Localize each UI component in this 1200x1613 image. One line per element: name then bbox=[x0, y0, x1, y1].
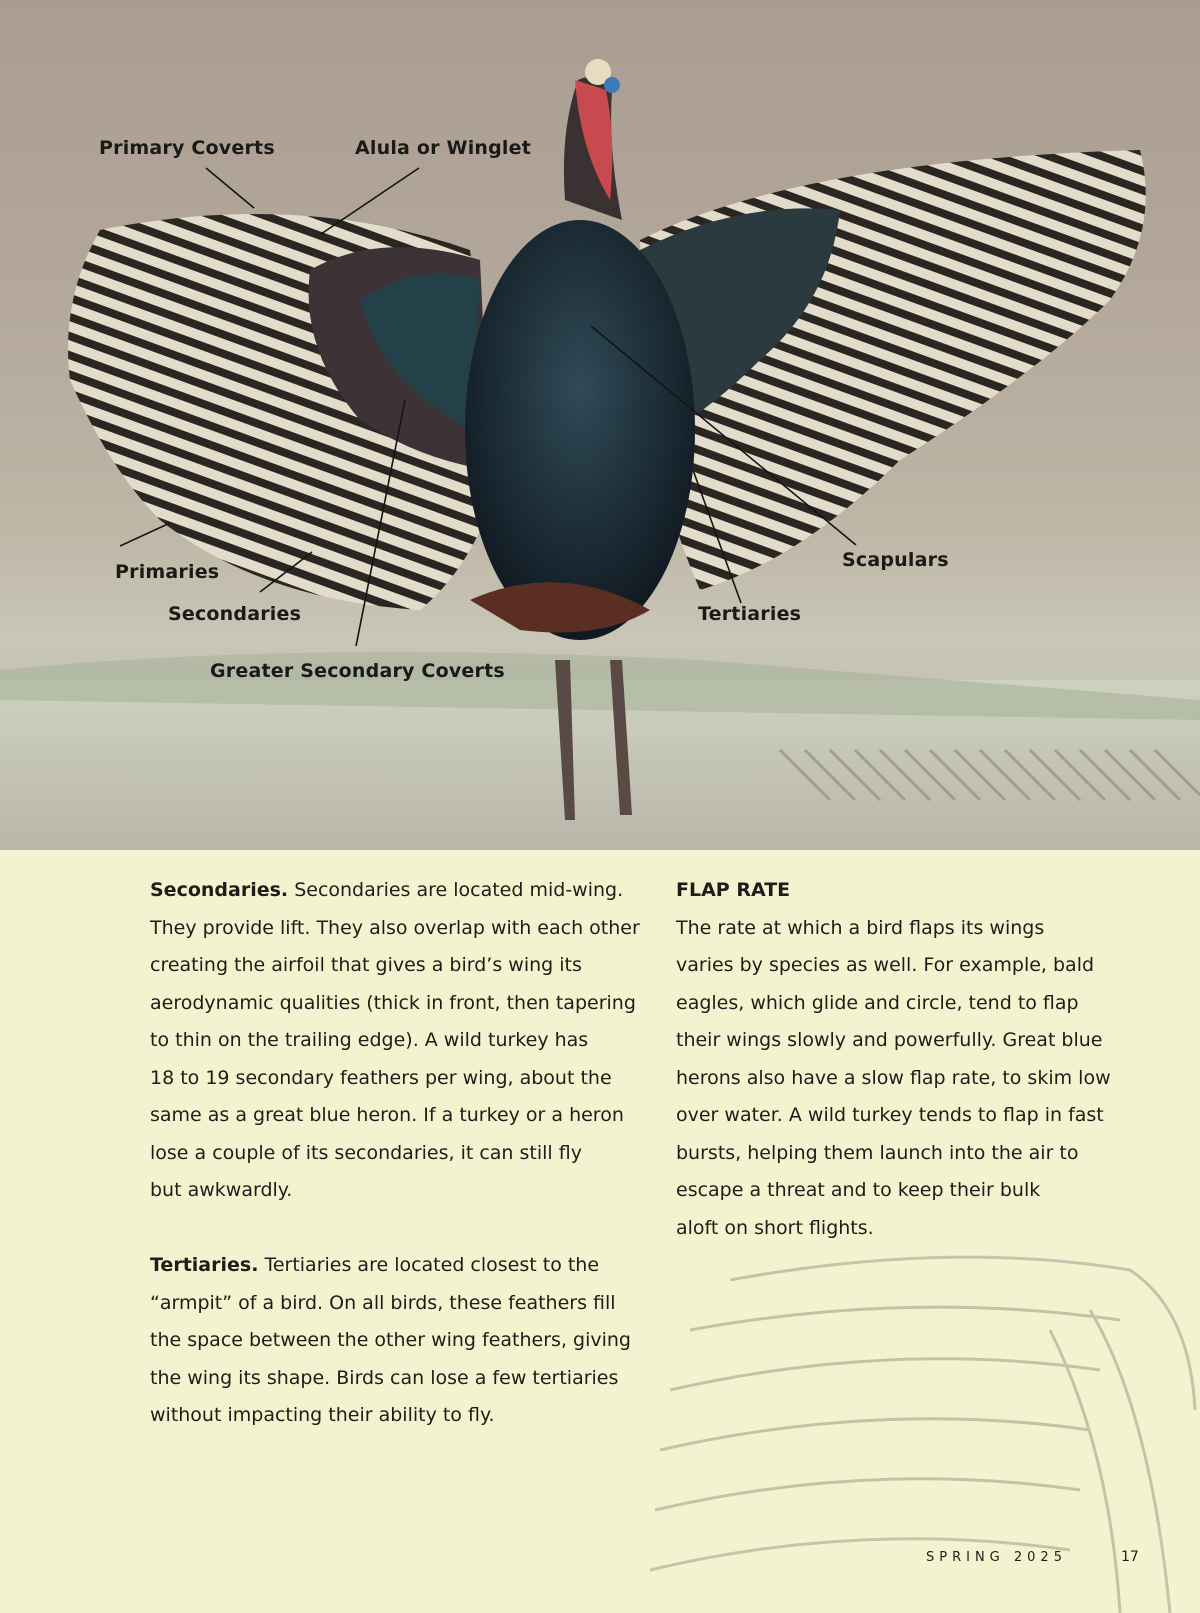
secondaries-line: They provide lift. They also overlap with each other bbox=[150, 916, 640, 939]
flap-rate-line: varies by species as well. For example, bald bbox=[676, 954, 1095, 976]
callout-primaries: Primaries bbox=[115, 561, 220, 583]
callout-scapulars: Scapulars bbox=[842, 549, 949, 571]
secondaries-line: 18 to 19 secondary feathers per wing, about the bbox=[150, 1066, 612, 1089]
flap-rate-line: their wings slowly and powerfully. Great blue bbox=[676, 1029, 1103, 1051]
flap-rate-line: bursts, helping them launch into the air to bbox=[676, 1141, 1079, 1164]
page-number: 17 bbox=[1121, 1549, 1139, 1565]
secondaries-line: lose a couple of its secondaries, it can still fly bbox=[150, 1141, 582, 1164]
flap-rate-line: aloft on short flights. bbox=[676, 1216, 874, 1239]
secondaries-title: Secondaries. bbox=[150, 879, 289, 901]
flap-rate-line: The rate at which a bird flaps its wings bbox=[676, 916, 1045, 939]
secondaries-line: aerodynamic qualities (thick in front, then tapering bbox=[150, 991, 636, 1014]
tertiaries-line: without impacting their ability to fly. bbox=[150, 1404, 495, 1426]
tertiaries-title: Tertiaries. bbox=[150, 1254, 259, 1276]
flap-rate-line: over water. A wild turkey tends to flap in fast bbox=[676, 1104, 1104, 1126]
secondaries-line: to thin on the trailing edge). A wild turkey has bbox=[150, 1029, 589, 1051]
secondaries-line: but awkwardly. bbox=[150, 1179, 293, 1201]
tertiaries-line: Tertiaries are located closest to the bbox=[264, 1254, 600, 1276]
callout-greater-secondary-coverts: Greater Secondary Coverts bbox=[210, 660, 505, 682]
flap-rate-line: herons also have a slow flap rate, to skim low bbox=[676, 1066, 1111, 1089]
tertiaries-paragraph bbox=[150, 1247, 640, 1435]
secondaries-paragraph bbox=[150, 872, 640, 1210]
callout-secondaries: Secondaries bbox=[168, 603, 302, 625]
wing-sketch-illustration bbox=[650, 1250, 1200, 1613]
flap-rate-line: escape a threat and to keep their bulk bbox=[676, 1179, 1041, 1201]
tertiaries-line: the space between the other wing feathers, giving bbox=[150, 1329, 631, 1351]
left-column bbox=[150, 872, 640, 1435]
secondaries-line: Secondaries are located mid-wing. bbox=[294, 879, 624, 901]
right-column bbox=[676, 872, 1166, 1247]
secondaries-line: creating the airfoil that gives a bird’s wing its bbox=[150, 954, 582, 976]
callout-alula: Alula or Winglet bbox=[355, 137, 532, 159]
issue-season: SPRING 2025 bbox=[926, 1550, 1067, 1565]
secondaries-line: same as a great blue heron. If a turkey or a heron bbox=[150, 1104, 624, 1126]
callout-tertiaries: Tertiaries bbox=[698, 603, 802, 625]
tertiaries-line: “armpit” of a bird. On all birds, these feathers fill bbox=[150, 1291, 616, 1314]
flap-rate-heading: FLAP RATE bbox=[676, 879, 791, 901]
tertiaries-line: the wing its shape. Birds can lose a few tertiaries bbox=[150, 1366, 619, 1389]
flap-rate-line: eagles, which glide and circle, tend to flap bbox=[676, 991, 1079, 1014]
flap-rate-paragraph bbox=[676, 910, 1166, 1248]
callout-primary-coverts: Primary Coverts bbox=[99, 137, 275, 159]
